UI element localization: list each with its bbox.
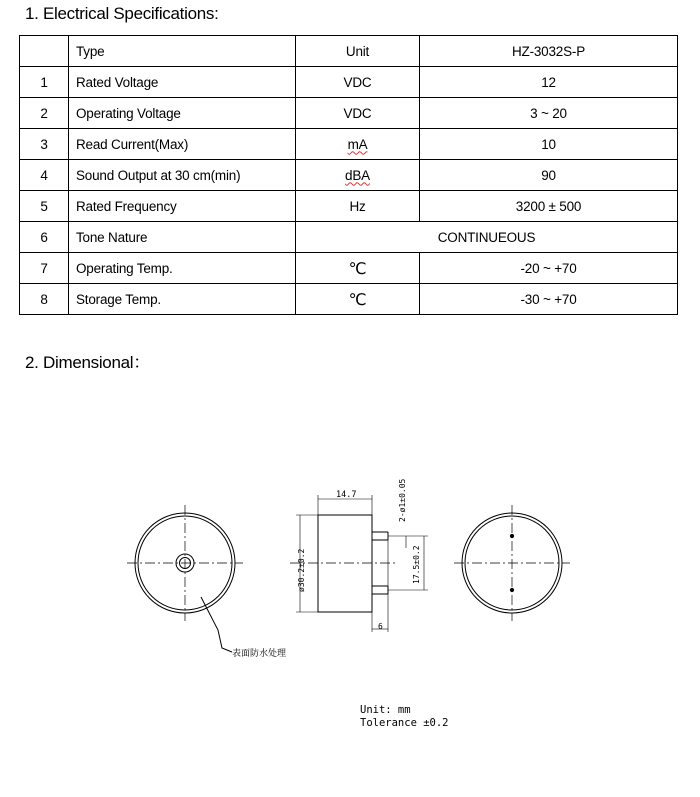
row-value: 90 <box>420 160 678 191</box>
row-no: 3 <box>20 129 69 160</box>
celsius-symbol: ℃ <box>348 258 367 278</box>
row-no: 8 <box>20 284 69 315</box>
row-no: 5 <box>20 191 69 222</box>
unit-text: dBA <box>345 167 370 183</box>
dim-length-label: 14.7 <box>336 490 357 500</box>
row-value: 10 <box>420 129 678 160</box>
section-2-title: 2. Dimensional： <box>25 353 150 372</box>
row-unit: VDC <box>296 98 420 129</box>
front-view <box>127 505 243 652</box>
row-value: 3200 ± 500 <box>420 191 678 222</box>
row-no: 4 <box>20 160 69 191</box>
dim-pin-pitch-label: 17.5±0.2 <box>412 545 421 584</box>
section-1-title: 1. Electrical Specifications: <box>25 4 219 23</box>
row-value: 3 ~ 20 <box>420 98 678 129</box>
rear-view <box>454 505 570 621</box>
header-type: Type <box>69 36 296 67</box>
row-merged-value: CONTINUEOUS <box>296 222 678 253</box>
row-type: Tone Nature <box>69 222 296 253</box>
row-type: Operating Temp. <box>69 253 296 284</box>
row-type: Rated Frequency <box>69 191 296 222</box>
row-no: 1 <box>20 67 69 98</box>
row-unit: VDC <box>296 67 420 98</box>
row-no: 2 <box>20 98 69 129</box>
row-unit: Hz <box>296 191 420 222</box>
row-type: Operating Voltage <box>69 98 296 129</box>
row-no: 6 <box>20 222 69 253</box>
dim-pin-dia-label: 2-ø1±0.05 <box>398 478 407 522</box>
row-type: Storage Temp. <box>69 284 296 315</box>
tolerance-note: Tolerance ±0.2 <box>360 717 449 729</box>
unit-note: Unit: mm <box>360 704 411 716</box>
unit-text: mA <box>347 136 368 152</box>
header-unit: Unit <box>296 36 420 67</box>
row-value: 12 <box>420 67 678 98</box>
dim-pin-len-label: 6 <box>378 622 383 631</box>
row-type: Sound Output at 30 cm(min) <box>69 160 296 191</box>
header-model: HZ-3032S-P <box>420 36 678 67</box>
callout-leader <box>201 597 232 652</box>
side-view <box>290 495 428 632</box>
row-value: -30 ~ +70 <box>420 284 678 315</box>
dim-diameter-label: ø30.2±0.2 <box>297 548 306 592</box>
row-type: Rated Voltage <box>69 67 296 98</box>
celsius-symbol: ℃ <box>348 289 367 309</box>
row-value: -20 ~ +70 <box>420 253 678 284</box>
row-type: Read Current(Max) <box>69 129 296 160</box>
callout-label: 表面防水处理 <box>232 649 287 659</box>
row-no: 7 <box>20 253 69 284</box>
